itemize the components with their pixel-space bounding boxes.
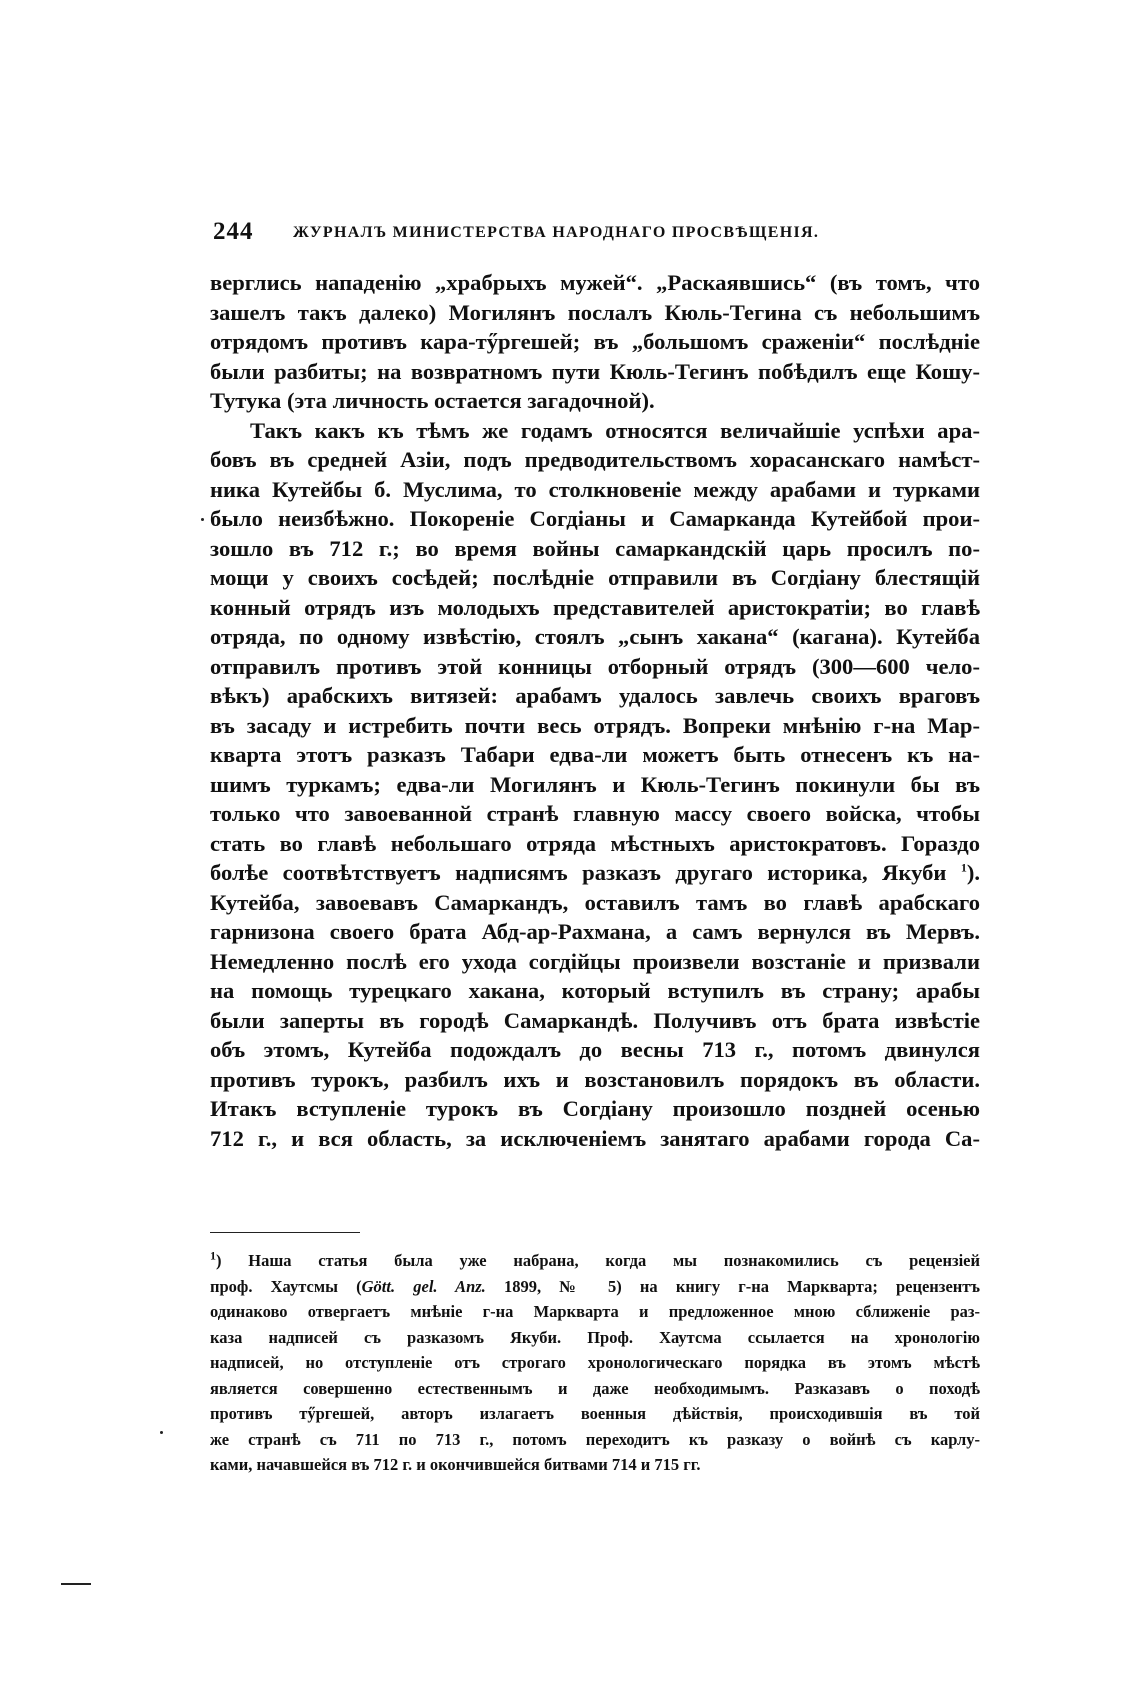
text-line: зашелъ такъ далеко) Могилянъ послалъ Кюль-Тегина съ небольшимъ bbox=[210, 299, 980, 325]
note-line-text: болѣе соотвѣтствуетъ надписямъ разказъ другаго историка, Якуби bbox=[210, 860, 947, 885]
footnote-mark: 1 bbox=[210, 1248, 216, 1263]
text-line: Кутейба, завоевавъ Самаркандъ, оставилъ тамъ во главѣ арабскаго bbox=[210, 889, 980, 915]
text-line: кварта этотъ разказъ Табари едва-ли можетъ быть отнесенъ къ на- bbox=[210, 742, 980, 767]
text-line: Тутука (эта личность остается загадочной). bbox=[210, 388, 655, 413]
page-header bbox=[213, 218, 973, 248]
text-line-with-note bbox=[210, 858, 980, 888]
note-mark-tail: ). bbox=[966, 860, 980, 885]
footnote-line bbox=[210, 1248, 980, 1274]
text-line: отрядомъ противъ кара-тӳргешей; въ „большомъ сраженіи“ послѣдніе bbox=[210, 329, 980, 354]
margin-speck bbox=[160, 1431, 163, 1434]
text-line: отправилъ противъ этой конницы отборный отрядъ (300—600 чело- bbox=[210, 653, 980, 679]
text-line: Итакъ вступленіе турокъ въ Согдіану произошло поздней осенью bbox=[210, 1096, 980, 1121]
text-line: шимъ туркамъ; едва-ли Могилянъ и Кюль-Тегинъ покинули бы въ bbox=[210, 771, 980, 797]
footnote-block bbox=[210, 1248, 980, 1478]
footnote-line: противъ тӳргешей, авторъ излагаетъ военныя дѣйствія, происходившія въ той bbox=[210, 1404, 980, 1423]
text-line: зошло въ 712 г.; во время войны самаркандскій царь просилъ по- bbox=[210, 535, 980, 561]
footnote-line: же странѣ съ 711 по 713 г., потомъ переходитъ къ разказу о войнѣ съ карлу- bbox=[210, 1429, 980, 1449]
footnote-text: проф. Хаутсмы ( bbox=[210, 1276, 362, 1296]
text-line: Немедленно послѣ его ухода согдійцы произвели возстаніе и призвали bbox=[210, 948, 980, 974]
footnote-line: ками, начавшейся въ 712 г. и окончившейся битвами 714 и 715 гг. bbox=[210, 1455, 701, 1474]
text-line: отряда, по одному извѣстію, стоялъ „сынъ хакана“ (кагана). Кутейба bbox=[210, 624, 980, 649]
paragraph-1 bbox=[210, 268, 980, 416]
footnote-mark-tail: ) bbox=[216, 1251, 222, 1270]
footnote-line: надписей, но отступленіе отъ строгаго хронологическаго порядка въ этомъ мѣстѣ bbox=[210, 1353, 980, 1372]
paragraph-2 bbox=[210, 416, 980, 1154]
text-line: были разбиты; на возвратномъ пути Кюль-Тегинъ побѣдилъ еще Кошу- bbox=[210, 358, 980, 384]
footnote-line: является совершенно естественнымъ и даже необходимымъ. Разказавъ о походѣ bbox=[210, 1378, 980, 1398]
footnote-reference[interactable]: 1 bbox=[960, 860, 967, 875]
footnote-line bbox=[210, 1274, 980, 1300]
text-line: конный отрядъ изъ молодыхъ представителей аристократіи; во главѣ bbox=[210, 594, 980, 620]
text-line: гарнизона своего брата Абд-ар-Рахмана, а самъ вернулся въ Мервъ. bbox=[210, 919, 980, 944]
footnote-citation: Gött. gel. Anz. bbox=[361, 1276, 486, 1296]
text-line: бовъ въ средней Азіи, подъ предводительствомъ хорасанскаго намѣст- bbox=[210, 447, 980, 472]
text-line: ника Кутейбы б. Муслима, то столкновеніе между арабами и турками bbox=[210, 476, 980, 502]
main-text bbox=[210, 268, 980, 1153]
text-line: въ засаду и истребить почти весь отрядъ. Вопреки мнѣнію г-на Мар- bbox=[210, 712, 980, 738]
text-line: Такъ какъ къ тѣмъ же годамъ относятся величайшіе успѣхи ара- bbox=[250, 417, 980, 443]
text-line: только что завоеванной странѣ главную массу своего войска, чтобы bbox=[210, 801, 980, 826]
footnote-line: одинаково отвергаетъ мнѣніе г-на Маркварта и предложенное мною сближеніе раз- bbox=[210, 1302, 980, 1321]
text-line: мощи у своихъ сосѣдей; послѣдніе отправили въ Согдіану блестящій bbox=[210, 565, 980, 590]
text-line: было неизбѣжно. Покореніе Согдіаны и Самарканда Кутейбой прои- bbox=[210, 506, 980, 531]
text-line: на помощь турецкаго хакана, который вступилъ въ страну; арабы bbox=[210, 978, 980, 1003]
text-line: стать во главѣ небольшаго отряда мѣстныхъ аристократовъ. Гораздо bbox=[210, 830, 980, 856]
margin-dash bbox=[61, 1583, 91, 1585]
text-line: 712 г., и вся область, за исключеніемъ занятаго арабами города Са- bbox=[210, 1125, 980, 1151]
footnote-divider bbox=[210, 1232, 360, 1233]
running-title: ЖУРНАЛЪ МИНИСТЕРСТВА НАРОДНАГО ПРОСВѢЩЕНІЯ. bbox=[293, 224, 820, 241]
footnote-text: 1899, № 5) на книгу г-на Маркварта; рецензентъ bbox=[485, 1276, 980, 1296]
footnote-text: Наша статья была уже набрана, когда мы познакомились съ рецензіей bbox=[248, 1251, 981, 1270]
text-line: вѣкъ) арабскихъ витязей: арабамъ удалось завлечь своихъ враговъ bbox=[210, 683, 980, 708]
page-number: 244 bbox=[213, 218, 254, 245]
footnote-line: каза надписей съ разказомъ Якуби. Проф. Хаутсма ссылается на хронологію bbox=[210, 1327, 980, 1347]
text-line: объ этомъ, Кутейба подождалъ до весны 713 г., потомъ двинулся bbox=[210, 1037, 980, 1062]
text-line: верглись нападенію „храбрыхъ мужей“. „Раскаявшись“ (въ томъ, что bbox=[210, 270, 980, 295]
text-line: были заперты въ городѣ Самаркандѣ. Получивъ отъ брата извѣстіе bbox=[210, 1007, 980, 1033]
text-line: противъ турокъ, разбилъ ихъ и возстановилъ порядокъ въ области. bbox=[210, 1066, 980, 1092]
margin-speck bbox=[201, 518, 204, 521]
